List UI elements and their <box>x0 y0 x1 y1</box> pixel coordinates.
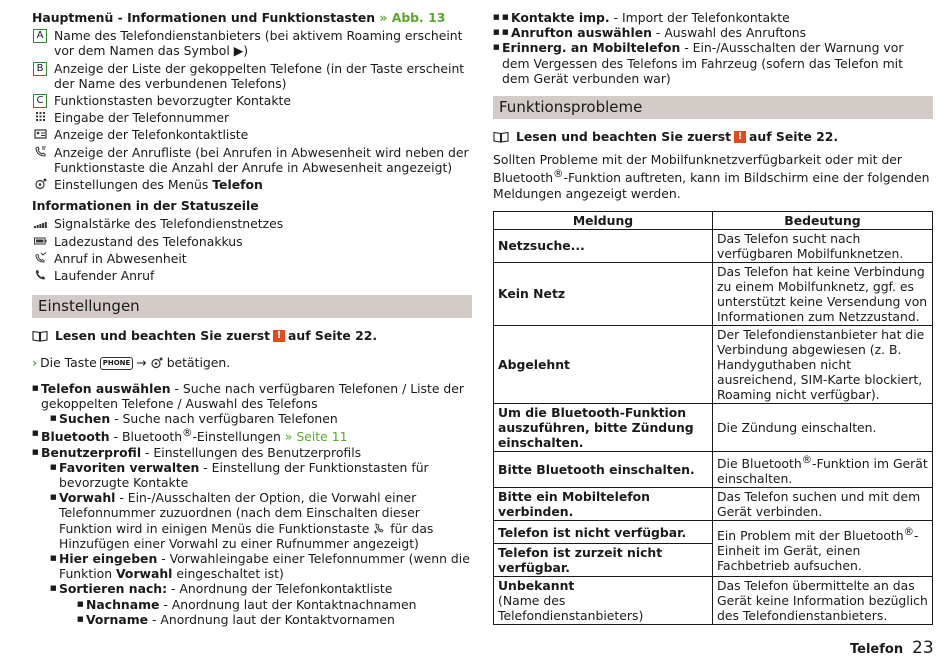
registered-mark: ® <box>903 525 914 538</box>
message-cell <box>494 577 713 625</box>
chevron-right-icon: › <box>32 355 38 371</box>
meaning-cell: Das Telefon hat keine Verbindung zu einem Mobilfunknetz, ggf. es unterstützt keine Versendung von Informationen zum Netzzustand. <box>713 262 933 325</box>
legend-text: Anzeige der Anrufliste (bei Anrufen in Abwesenheit wird neben der Funktionstaste die Anzahl der Anrufe in Abwesenheit angezeigt) <box>54 144 469 175</box>
menu-item-ref: Vorwahl <box>116 566 173 582</box>
menu-item-desc: - Anordnung laut der Kontaktvornamen <box>148 611 395 627</box>
menu-name: Telefon <box>212 177 263 193</box>
menu-item-desc: - Ein-/Ausschalten der Warnung vor dem Vergessen des Telefons im Fahrzeug (sofern das Telefon mit dem Gerät verbunden war) <box>502 40 904 86</box>
bullet-icon: ■ ■ <box>502 28 509 37</box>
menu-item-label: Vorname <box>86 611 149 627</box>
status-item-missed-call <box>32 251 472 266</box>
contacts-icon <box>34 128 47 140</box>
problems-section-heading: Funktionsprobleme <box>493 96 933 119</box>
legend-text-part: Einstellungen des Menüs <box>54 177 213 193</box>
key-c-label: C <box>33 94 47 108</box>
menu-item-label: Benutzerprofil <box>41 444 142 460</box>
message-cell: Abgelehnt <box>494 325 713 403</box>
legend-text: Laufender Anruf <box>54 268 155 284</box>
phone-icon <box>34 269 47 281</box>
message-subtext: (Name des Telefondienstanbieters) <box>498 593 644 624</box>
list-item <box>32 445 472 627</box>
status-item-call <box>32 268 472 283</box>
message-cell: Bitte Bluetooth einschalten. <box>494 451 713 487</box>
meaning-cell: Das Telefon suchen und mit dem Gerät verbinden. <box>713 488 933 521</box>
menu-item-desc: - Auswahl des Anruftons <box>651 25 807 41</box>
menu-item-desc: - Bluetooth <box>109 429 183 445</box>
menu-item-label: Vorwahl <box>59 490 116 506</box>
menu-item-label: Suchen <box>59 411 111 427</box>
table-row <box>494 403 933 451</box>
meaning-text: Die Bluetooth <box>717 456 802 472</box>
settings-menu-list <box>32 381 472 627</box>
list-item <box>493 25 933 40</box>
table-row <box>494 325 933 403</box>
read-note-text: Lesen und beachten Sie zuerst <box>516 129 732 145</box>
legend-item-c <box>32 93 472 108</box>
message-cell: Kein Netz <box>494 262 713 325</box>
menu-item-desc: - Suche nach verfügbaren Telefonen / Liste der gekoppelten Telefone / Auswahl des Telefons <box>41 380 465 411</box>
menu-item-label: Favoriten verwalten <box>59 459 200 475</box>
table-row <box>494 521 933 544</box>
registered-mark: ® <box>801 453 813 466</box>
legend-item-contacts <box>32 127 472 142</box>
list-item <box>32 381 472 427</box>
menu-item-label: Sortieren nach: <box>59 581 168 597</box>
meaning-cell <box>713 521 933 577</box>
menu-item-desc: - Einstellungen des Benutzerprofils <box>141 444 362 460</box>
signal-icon <box>34 217 47 229</box>
settings-menu-list-continued <box>493 40 933 86</box>
legend-text <box>54 177 472 192</box>
settings-icon <box>150 357 163 369</box>
message-cell: Netzsuche... <box>494 229 713 262</box>
meaning-text: Ein Problem mit der Bluetooth <box>717 527 904 543</box>
menu-item-desc: -Einstellungen <box>192 429 281 445</box>
step-text: betätigen. <box>166 355 231 371</box>
page-ref-link[interactable]: » Seite 11 <box>284 429 348 445</box>
menu-item-desc: - Suche nach verfügbaren Telefonen <box>110 411 338 427</box>
list-item <box>59 612 472 627</box>
list-item <box>59 597 472 612</box>
left-column <box>32 10 472 627</box>
arrow-right-icon: → <box>136 355 147 371</box>
menu-item-desc: - Anordnung laut der Kontaktnachnamen <box>159 596 417 612</box>
legend-text: Eingabe der Telefonnummer <box>54 110 230 126</box>
menu-item-desc: eingeschaltet ist) <box>172 566 284 582</box>
registered-mark: ® <box>553 168 564 181</box>
table-row <box>494 262 933 325</box>
menu-item-desc: - Vorwahleingabe einer Telefonnummer (wenn die Funktion <box>59 551 470 582</box>
book-icon <box>493 131 509 143</box>
list-item <box>493 10 933 25</box>
battery-icon <box>34 235 47 247</box>
meaning-cell: Der Telefondienstanbieter hat die Verbindung abgewiesen (z. B. Handyguthaben nicht ausreichend, SIM-Karte blockiert, Roaming nicht verfügbar). <box>713 325 933 403</box>
missed-call-icon <box>34 252 47 264</box>
table-row <box>494 577 933 625</box>
meaning-cell: Das Telefon sucht nach verfügbaren Mobilfunknetzen. <box>713 229 933 262</box>
legend-text: Funktionstasten bevorzugter Kontakte <box>54 93 291 109</box>
meaning-cell <box>713 451 933 487</box>
list-item <box>41 411 472 426</box>
registered-mark: ® <box>182 427 193 440</box>
main-menu-title: Hauptmenü - Informationen und Funktionstasten <box>32 10 376 25</box>
table-header-row <box>494 211 933 229</box>
menu-item-label: Bluetooth <box>41 429 110 445</box>
settings-menu-list-continued <box>493 10 933 40</box>
legend-item-b <box>32 61 472 91</box>
meaning-cell: Das Telefon übermittelte an das Gerät keine Information bezüglich des Telefondienstanbieters. <box>713 577 933 625</box>
menu-item-desc: - Ein-/Ausschalten der Option, die Vorwahl einer Telefonnummer zuzuordnen (nach dem Einschalten dieser Funktion wird in einigen Menüs die Funktionstaste <box>59 490 420 536</box>
list-item <box>41 581 472 627</box>
legend-item-settings <box>32 177 472 192</box>
right-column <box>493 10 933 625</box>
menu-item-label: Kontakte imp. <box>511 10 610 25</box>
legend-text: Anzeige der Telefonkontaktliste <box>54 127 249 143</box>
message-cell: Telefon ist nicht verfügbar. <box>494 521 713 544</box>
warning-icon: ! <box>734 131 746 143</box>
figure-ref-link[interactable]: » Abb. 13 <box>379 10 446 25</box>
menu-item-label: Hier eingeben <box>59 551 158 567</box>
keypad-icon <box>34 111 47 123</box>
legend-text: Anruf in Abwesenheit <box>54 250 187 266</box>
table-row <box>494 229 933 262</box>
page-number: 23 <box>912 638 934 658</box>
table-row <box>494 451 933 487</box>
legend-item-a <box>32 28 472 58</box>
add-prefix-icon <box>373 522 386 534</box>
problems-intro <box>493 152 933 201</box>
message-cell: Um die Bluetooth-Funktion auszuführen, bitte Zündung einschalten. <box>494 403 713 451</box>
legend-text: Signalstärke des Telefondienstnetzes <box>54 216 284 232</box>
read-note-ref: auf Seite 22. <box>288 328 378 344</box>
phone-button-icon: PHONE <box>100 357 134 370</box>
read-note-text: Lesen und beachten Sie zuerst <box>55 328 271 344</box>
status-item-battery <box>32 234 472 249</box>
read-note-ref: auf Seite 22. <box>749 129 839 145</box>
bullet-icon: ■ ■ <box>502 13 509 21</box>
warning-icon: ! <box>273 330 285 342</box>
menu-item-desc: - Import der Telefonkontakte <box>609 10 790 25</box>
legend-text: Ladezustand des Telefonakkus <box>54 233 243 249</box>
instruction-step <box>32 355 472 370</box>
footer-section-title: Telefon <box>850 642 904 657</box>
meaning-cell: Die Zündung einschalten. <box>713 403 933 451</box>
column-header-bedeutung: Bedeutung <box>713 211 933 229</box>
menu-item-label: Erinnerg. an Mobiltelefon <box>502 40 681 56</box>
book-icon <box>32 330 48 342</box>
message-cell: Telefon ist zurzeit nicht verfügbar. <box>494 544 713 577</box>
list-item <box>32 426 472 444</box>
problems-read-note <box>493 129 933 144</box>
legend-item-keypad <box>32 110 472 125</box>
legend-text: Anzeige der Liste der gekoppelten Telefone (in der Taste erscheint der Name des verbundenen Telefons) <box>54 60 465 91</box>
list-item <box>41 551 472 581</box>
table-row <box>494 488 933 521</box>
key-b-label: B <box>33 62 47 76</box>
message-text: Unbekannt <box>498 578 575 594</box>
message-cell: Bitte ein Mobiltelefon verbinden. <box>494 488 713 521</box>
menu-item-desc: - Einstellung der Funktionstasten für bevorzugte Kontakte <box>59 459 429 490</box>
settings-section-heading: Einstellungen <box>32 295 472 318</box>
column-header-meldung: Meldung <box>494 211 713 229</box>
menu-item-desc: für das Hinzufügen einer Vorwahl zu einer Rufnummer angezeigt) <box>59 520 434 551</box>
intro-text: -Funktion auftreten, kann im Bildschirm eine der folgenden Meldungen angezeigt werden. <box>493 170 930 201</box>
list-item <box>41 460 472 490</box>
menu-item-label: Nachname <box>86 596 160 612</box>
settings-read-note <box>32 328 472 343</box>
meaning-text: -Funktion im Gerät einschalten. <box>717 456 928 487</box>
menu-item-desc: - Anordnung der Telefonkontaktliste <box>167 581 393 597</box>
intro-text: Sollten Probleme mit der Mobilfunknetzverfügbarkeit oder mit der Bluetooth <box>493 152 903 186</box>
legend-item-call-list <box>32 145 472 175</box>
call-list-icon <box>34 146 47 158</box>
key-a-label: A <box>33 29 47 43</box>
menu-item-label: Anrufton auswählen <box>511 25 652 41</box>
list-item <box>493 40 933 86</box>
messages-table <box>493 211 933 625</box>
menu-item-label: Telefon auswählen <box>41 380 171 396</box>
statusbar-heading: Informationen in der Statuszeile <box>32 198 259 214</box>
step-text: Die Taste <box>40 355 97 371</box>
settings-icon <box>34 178 47 190</box>
legend-text: Name des Telefondienstanbieters (bei aktivem Roaming erscheint vor dem Namen das Symbol ▶) <box>54 28 463 59</box>
main-menu-heading <box>32 10 472 25</box>
status-item-signal <box>32 216 472 231</box>
meaning-text: -Einheit im Gerät, einen Fachbetrieb aufsuchen. <box>717 527 919 573</box>
list-item <box>41 490 472 551</box>
